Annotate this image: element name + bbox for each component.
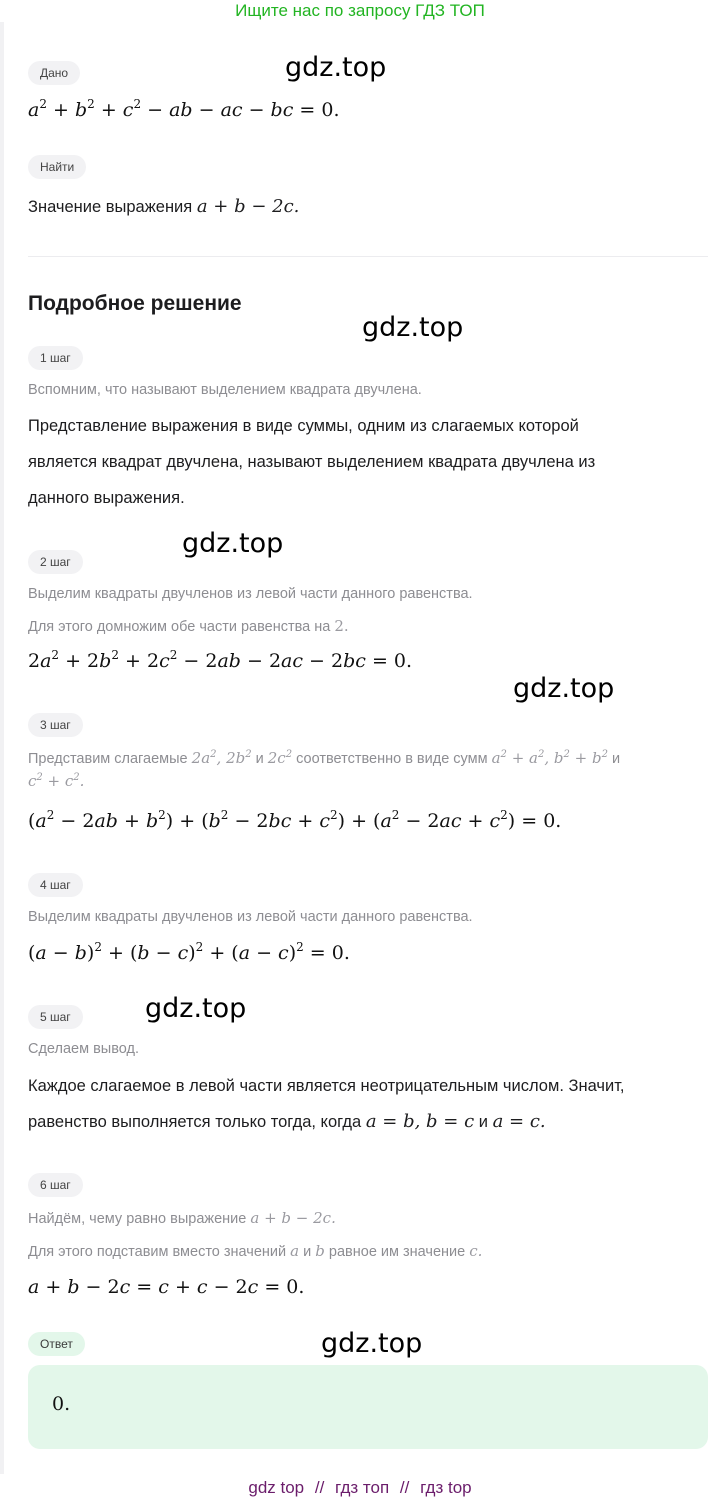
step-4-equation: $(a - b)^2 + (b - c)^2 + (a - c)^2 = 0$. bbox=[28, 940, 350, 964]
given-badge: Дано bbox=[28, 61, 80, 85]
step-3-hint-line-2 bbox=[28, 772, 84, 790]
watermark: gdz.top bbox=[182, 528, 284, 559]
step-3-hint-text-b: и bbox=[255, 751, 264, 767]
step-5-line-2-math-2: a = c. bbox=[492, 1111, 546, 1132]
solution-title: Подробное решение bbox=[28, 292, 242, 315]
step-3-hint-math-3: $a^2 + a^2$, $b^2 + b^2$ bbox=[491, 749, 608, 767]
step-1-line-2: является квадрат двучлена, называют выделением квадрата двучлена из bbox=[28, 453, 596, 471]
footer-separator: // bbox=[399, 1478, 410, 1497]
step-5-line-2-text: равенство выполняется только тогда, когда bbox=[28, 1113, 362, 1131]
answer-box bbox=[28, 1365, 708, 1449]
step-3-hint-text-c: соответственно в виде сумм bbox=[296, 751, 488, 767]
step-6-hint-2-math-1: a bbox=[290, 1242, 300, 1260]
step-1-line-1: Представление выражения в виде суммы, одним из слагаемых которой bbox=[28, 417, 579, 435]
step-3-hint bbox=[28, 749, 620, 767]
step-4-hint: Выделим квадраты двучленов из левой части данного равенства. bbox=[28, 909, 473, 925]
step-6-hint-2-text-c: равное им значение bbox=[328, 1244, 466, 1260]
find-expression: a + b − 2c. bbox=[196, 196, 300, 217]
find-label-text: Значение выражения bbox=[28, 198, 193, 216]
footer-links bbox=[0, 1476, 720, 1500]
step-5-line-2-math: a = b, b = c bbox=[365, 1111, 475, 1132]
step-2-badge: 2 шаг bbox=[28, 550, 83, 574]
watermark: gdz.top bbox=[513, 673, 615, 704]
step-6-hint-2-text-b: и bbox=[303, 1244, 312, 1260]
search-banner[interactable]: Ищите нас по запросу ГДЗ ТОП bbox=[235, 1, 485, 20]
left-border bbox=[0, 22, 4, 1474]
step-1-hint: Вспомним, что называют выделением квадрата двучлена. bbox=[28, 382, 422, 398]
step-5-hint: Сделаем вывод. bbox=[28, 1041, 140, 1057]
step-2-hint: Выделим квадраты двучленов из левой части данного равенства. bbox=[28, 586, 473, 602]
step-3-hint-text-a: Представим слагаемые bbox=[28, 751, 188, 767]
footer-link-1[interactable]: gdz top bbox=[248, 1478, 305, 1497]
watermark: gdz.top bbox=[145, 993, 247, 1024]
step-6-hint-2-math-3: c. bbox=[469, 1242, 483, 1260]
step-6-hint-math: a + b − 2c. bbox=[250, 1209, 336, 1227]
find-badge: Найти bbox=[28, 155, 86, 179]
step-2-equation: $2a^2 + 2b^2 + 2c^2 - 2ab - 2ac - 2bc = 0$. bbox=[28, 648, 413, 672]
step-3-hint-math-4: $c^2 + c^2$. bbox=[28, 772, 85, 790]
step-6-hint-2-math-2: b bbox=[315, 1242, 325, 1260]
step-2-hint-2 bbox=[28, 617, 349, 635]
step-3-hint-text-d: и bbox=[612, 751, 621, 767]
watermark: gdz.top bbox=[285, 52, 387, 83]
divider bbox=[28, 256, 708, 257]
step-6-hint-2 bbox=[28, 1242, 482, 1260]
footer-link-3[interactable]: гдз top bbox=[420, 1478, 472, 1497]
step-3-hint-math-2: $2c^2$ bbox=[267, 749, 293, 767]
watermark: gdz.top bbox=[362, 312, 464, 343]
step-6-badge: 6 шаг bbox=[28, 1173, 83, 1197]
answer-badge: Ответ bbox=[28, 1332, 85, 1356]
step-1-badge: 1 шаг bbox=[28, 346, 83, 370]
step-6-equation: a + b − 2c = c + c − 2c = 0. bbox=[28, 1276, 305, 1298]
answer-value: 0. bbox=[52, 1393, 71, 1415]
watermark: gdz.top bbox=[321, 1328, 423, 1359]
step-1-line-3: данного выражения. bbox=[28, 489, 185, 507]
step-3-badge: 3 шаг bbox=[28, 713, 83, 737]
find-text bbox=[28, 196, 299, 217]
step-6-hint-2-text-a: Для этого подставим вместо значений bbox=[28, 1244, 287, 1260]
step-2-hint-2-text: Для этого домножим обе части равенства на bbox=[28, 619, 331, 635]
footer-separator: // bbox=[314, 1478, 325, 1497]
step-6-hint bbox=[28, 1209, 336, 1227]
step-3-hint-math-1: $2a^2$, $2b^2$ bbox=[191, 749, 252, 767]
step-5-line-2 bbox=[28, 1111, 546, 1132]
step-5-badge: 5 шаг bbox=[28, 1005, 83, 1029]
step-5-line-1: Каждое слагаемое в левой части является неотрицательным числом. Значит, bbox=[28, 1077, 625, 1095]
step-3-equation: $(a^2 - 2ab + b^2) + (b^2 - 2bc + c^2) + (a^2 - 2ac + c^2) = 0$. bbox=[28, 808, 562, 832]
step-2-hint-2-math: 2. bbox=[334, 617, 349, 635]
step-6-hint-text: Найдём, чему равно выражение bbox=[28, 1211, 247, 1227]
step-5-line-2-and: и bbox=[478, 1113, 488, 1131]
footer-link-2[interactable]: гдз топ bbox=[335, 1478, 390, 1497]
step-4-badge: 4 шаг bbox=[28, 873, 83, 897]
given-equation: $a^2 + b^2 + c^2$ − ab − ac − bc = 0. bbox=[28, 97, 340, 121]
